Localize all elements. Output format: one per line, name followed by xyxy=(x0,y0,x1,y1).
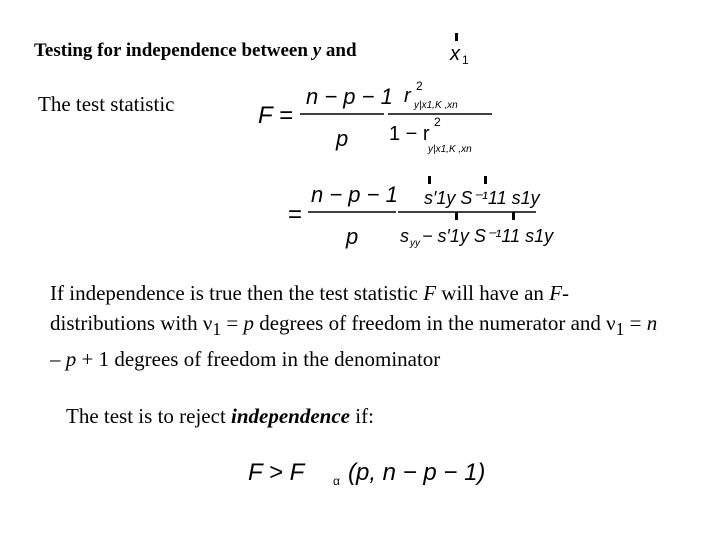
svg-text:α: α xyxy=(333,474,340,488)
formula-f-statistic xyxy=(258,79,492,155)
svg-text:s: s xyxy=(400,226,409,246)
svg-text:y|x1,K ,xn: y|x1,K ,xn xyxy=(414,100,458,111)
svg-text:p: p xyxy=(346,224,359,249)
svg-text:p: p xyxy=(336,126,349,151)
svg-text:s′1y S⁻¹11 s1y: s′1y S⁻¹11 s1y xyxy=(424,188,540,208)
statistic-label: The test statistic xyxy=(38,92,175,116)
svg-text:y|x1,K ,xn: y|x1,K ,xn xyxy=(428,144,472,155)
svg-text:n − p − 1: n − p − 1 xyxy=(311,182,398,207)
svg-text:1: 1 xyxy=(462,53,469,67)
svg-text:F > F: F > F xyxy=(248,459,305,486)
svg-text:2: 2 xyxy=(416,79,423,93)
distribution-paragraph: If independence is true then the test statistic F will have an F-distributions with $\nu_1 = p$ degrees of freedom in the numerator and $\nu_1 = n - p + 1$ degrees of freedom in the denominator xyxy=(50,281,658,372)
formula-f-statistic-expanded xyxy=(288,176,554,249)
title-x1-symbol xyxy=(449,33,469,67)
svg-text:r: r xyxy=(404,85,411,107)
svg-text:F =: F = xyxy=(258,102,293,129)
reject-statement: The test is to reject independence if: xyxy=(66,404,374,428)
svg-text:=: = xyxy=(288,201,303,228)
svg-text:(p, n − p − 1): (p, n − p − 1) xyxy=(348,459,486,486)
slide-title: Testing for independence between y and xyxy=(34,40,357,61)
svg-text:n − p − 1: n − p − 1 xyxy=(306,84,393,109)
formula-reject-condition xyxy=(248,459,485,488)
svg-text:2: 2 xyxy=(434,115,441,129)
svg-text:1 − r: 1 − r xyxy=(389,123,430,145)
svg-text:yy: yy xyxy=(410,238,420,249)
svg-text:x: x xyxy=(450,43,460,65)
svg-text:− s′1y S⁻¹11 s1y: − s′1y S⁻¹11 s1y xyxy=(422,226,554,246)
